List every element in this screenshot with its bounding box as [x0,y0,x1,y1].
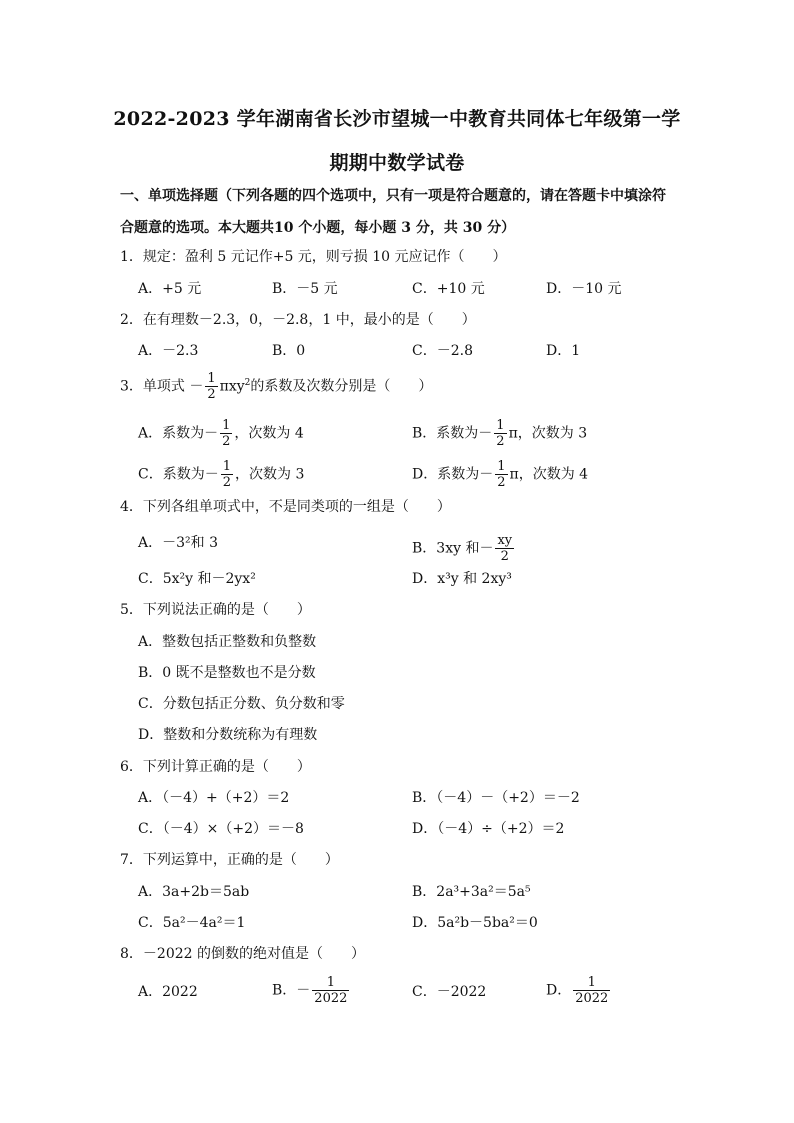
q3-stem-suffix: 的系数及次数分别是（ ） [250,378,433,395]
q4-option-a: A．－3²和 3 [138,535,218,551]
q1-option-a: A．+5 元 [138,281,202,297]
question-7-stem: 7．下列运算中，正确的是（ ） [120,852,339,868]
q3-option-b: B．系数为－ $\frac{1}{2}$ π，次数为 3 [412,418,588,449]
q6-option-a: A．（－4）+（+2）＝2 [138,790,290,806]
q8-option-c: C．－2022 [412,984,487,1000]
q7-option-d: D．5a²b－5ba²＝0 [412,915,538,931]
q4-option-c: C．5x²y 和－2yx² [138,571,256,587]
section-heading-line2: 合题意的选项。本大题共10 个小题，每小题 3 分，共 30 分） [120,220,516,236]
q1-option-b: B．－5 元 [272,281,338,297]
question-6-stem: 6．下列计算正确的是（ ） [120,759,311,775]
exam-title-line1: 2022-2023 学年湖南省长沙市望城一中教育共同体七年级第一学 [113,108,681,130]
q4-option-b: B．3xy 和－ $\frac{xy}{2}$ [412,533,513,564]
exam-title-line2: 期期中数学试卷 [329,152,465,174]
question-1-stem: 1．规定：盈利 5 元记作+5 元，则亏损 10 元应记作（ ） [120,249,507,265]
q8-option-b: B．－ $\frac{1}{2022}$ [272,975,348,1006]
question-2-stem: 2．在有理数－2.3，0，－2.8，1 中，最小的是（ ） [120,312,476,328]
q3-option-a: A．系数为－ $\frac{1}{2}$ ，次数为 4 [138,418,304,449]
q5-option-b: B．0 既不是整数也不是分数 [138,665,316,681]
q6-option-c: C．（－4）×（+2）＝－8 [138,821,304,837]
q7-option-b: B．2a³+3a²＝5a⁵ [412,884,531,900]
q8-option-d: D． $\frac{1}{2022}$ [546,975,609,1006]
q2-option-d: D．1 [546,343,581,359]
question-8-stem: 8．－2022 的倒数的绝对值是（ ） [120,946,365,962]
q5-option-c: C．分数包括正分数、负分数和零 [138,696,345,712]
question-5-stem: 5．下列说法正确的是（ ） [120,602,311,618]
q2-option-c: C．－2.8 [412,343,473,359]
q5-option-d: D．整数和分数统称为有理数 [138,727,318,743]
question-3-stem: 3．单项式 － $\frac{1}{2}$ πxy$^2$的系数及次数分别是（ ） [120,371,433,402]
q1-option-c: C．+10 元 [412,281,485,297]
q2-option-a: A．－2.3 [138,343,199,359]
q6-option-d: D．（－4）÷（+2）＝2 [412,821,565,837]
question-4-stem: 4．下列各组单项式中，不是同类项的一组是（ ） [120,499,451,515]
q3-monomial: πxy [219,378,245,395]
q2-option-b: B．0 [272,343,306,359]
q5-option-a: A．整数包括正整数和负整数 [138,634,317,650]
section-heading-line1: 一、单项选择题（下列各题的四个选项中，只有一项是符合题意的，请在答题卡中填涂符 [120,188,666,204]
q6-option-b: B．（－4）－（+2）＝－2 [412,790,580,806]
q3-option-c: C．系数为－ $\frac{1}{2}$ ，次数为 3 [138,459,305,490]
q4-option-d: D．x³y 和 2xy³ [412,571,512,587]
q3-option-d: D．系数为－ $\frac{1}{2}$ π，次数为 4 [412,459,589,490]
q3-coefficient-fraction: $\frac{1}{2}$ [207,371,216,402]
q1-option-d: D．－10 元 [546,281,622,297]
q8-option-a: A．2022 [138,984,198,1000]
q7-option-a: A．3a+2b＝5ab [138,884,250,900]
q7-option-c: C．5a²－4a²＝1 [138,915,246,931]
q3-stem-prefix: 3．单项式 [120,378,190,395]
